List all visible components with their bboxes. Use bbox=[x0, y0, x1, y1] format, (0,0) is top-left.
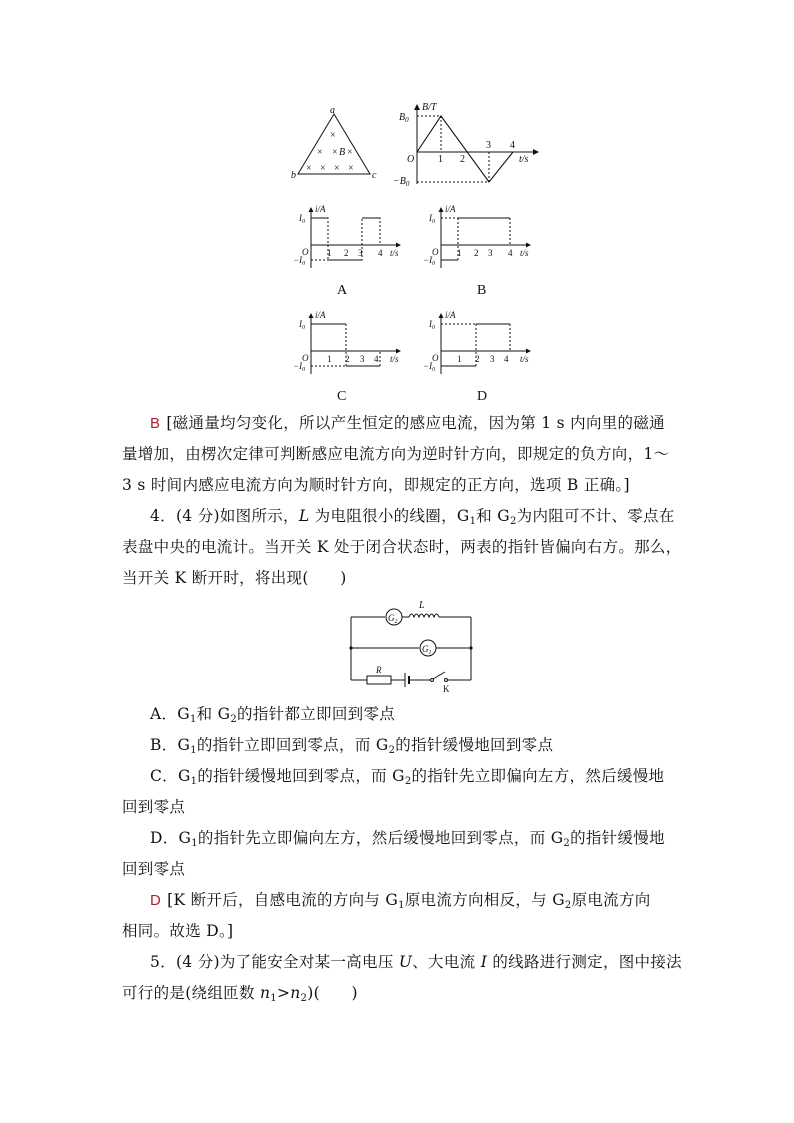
answer-text: 量增加，由楞次定律可判断感应电流方向为逆时针方向，即规定的负方向，1～ bbox=[122, 445, 670, 463]
answer-3 bbox=[122, 408, 678, 501]
option-letter: C bbox=[337, 389, 347, 404]
answer-letter: D bbox=[150, 892, 162, 909]
question-5: 5．(4 分)为了能安全对某一高电压 U、大电流 I 的线路进行测定，图中接法 可行的是(绕组匝数 $n_1>n_2$)( ) bbox=[122, 953, 682, 1004]
cross-mark: × bbox=[332, 147, 338, 158]
tick-label-1: 1 bbox=[327, 354, 332, 364]
tick-label-3: 3 bbox=[358, 248, 363, 258]
option-graph-b-svg bbox=[423, 200, 545, 298]
question-4: 4．(4 分)如图所示，L 为电阻很小的线圈，$G_1$和 $G_2$为内阻可不计、零点在 表盘中央的电流计。当开关 K 处于闭合状态时，两表的指针皆偏向右方。那么， 当开关 K 断开时，将出现( ) bbox=[122, 501, 678, 594]
circuit-diagram bbox=[345, 595, 480, 694]
tick-label-4: 4 bbox=[504, 354, 509, 364]
cross-mark: × bbox=[317, 147, 323, 158]
option-graph-a bbox=[293, 200, 415, 298]
x-axis-arrow bbox=[396, 243, 401, 248]
x-axis-arrow bbox=[526, 243, 531, 248]
b-t-graph bbox=[393, 102, 539, 188]
magnetic-field-crosses bbox=[306, 130, 354, 174]
tick-label-3: 3 bbox=[360, 354, 365, 364]
inductor-coil-icon bbox=[409, 614, 439, 617]
y-axis-label: i/A bbox=[445, 310, 456, 320]
tick-label-3: 3 bbox=[490, 354, 495, 364]
tick-label-4: 4 bbox=[510, 140, 515, 151]
option-graph-d-svg bbox=[423, 306, 545, 404]
answer-text: [磁通量均匀变化，所以产生恒定的感应电流，因为第 1 s 内向里的磁通 bbox=[166, 414, 665, 432]
origin-label: O bbox=[302, 247, 309, 257]
g1-label: $G_1$ bbox=[422, 644, 432, 656]
y-axis-label: i/A bbox=[445, 204, 456, 214]
tick-label-1: 1 bbox=[438, 154, 443, 165]
answer-text: 3 s 时间内感应电流方向为顺时针方向，即规定的正方向，选项 B 正确。] bbox=[122, 476, 630, 494]
tick-label-2: 2 bbox=[345, 354, 350, 364]
tick-label-2: 2 bbox=[474, 248, 479, 258]
cross-mark: × bbox=[306, 163, 312, 174]
option-graph-d bbox=[423, 306, 545, 404]
y-axis-label: i/A bbox=[315, 204, 326, 214]
y-axis-arrow bbox=[309, 313, 314, 318]
tick-label-1: 1 bbox=[457, 248, 462, 258]
origin-label: O bbox=[407, 154, 415, 165]
neg-i0-label: $-I_0$ bbox=[293, 361, 306, 373]
option-c: C．$G_1$的指针缓慢地回到零点，而 $G_2$的指针先立即偏向左方，然后缓慢地 bbox=[150, 767, 665, 787]
neg-b0-label: $-B_0$ bbox=[393, 176, 410, 188]
question-text: 表盘中央的电流计。当开关 K 处于闭合状态时，两表的指针皆偏向右方。那么， bbox=[122, 538, 682, 556]
option-c-continued: 回到零点 bbox=[122, 798, 186, 816]
option-graph-a-svg bbox=[293, 200, 415, 298]
option-graph-c bbox=[293, 306, 415, 404]
option-letter: D bbox=[477, 389, 488, 404]
junction-dot bbox=[349, 646, 352, 649]
switch-terminal bbox=[445, 679, 448, 682]
triangle-label-a: a bbox=[330, 105, 335, 116]
triangle-label-b: b bbox=[291, 170, 296, 181]
answer-text: 相同。故选 D。] bbox=[122, 922, 234, 940]
tick-label-3: 3 bbox=[486, 140, 491, 151]
top-figure bbox=[290, 104, 540, 194]
tick-label-2: 2 bbox=[344, 248, 349, 258]
cross-mark: × bbox=[330, 130, 336, 141]
i0-label: $I_0$ bbox=[299, 213, 305, 225]
inductor-label: L bbox=[419, 600, 425, 611]
cross-mark: × bbox=[348, 163, 354, 174]
i0-label: $I_0$ bbox=[429, 213, 435, 225]
option-a: A．$G_1$和 $G_2$的指针都立即回到零点 bbox=[150, 705, 396, 725]
origin-label: O bbox=[302, 353, 309, 363]
neg-i0-label: $-I_0$ bbox=[293, 255, 306, 267]
field-label-B: B bbox=[339, 147, 346, 158]
y-axis-arrow bbox=[439, 207, 444, 212]
x-axis-label: t/s bbox=[520, 354, 529, 364]
option-d: D．$G_1$的指针先立即偏向左方，然后缓慢地回到零点，而 $G_2$的指针缓慢地 bbox=[150, 829, 665, 849]
b-curve bbox=[417, 116, 513, 182]
cross-mark: × bbox=[347, 147, 353, 158]
x-axis-arrow bbox=[533, 149, 539, 155]
tick-label-4: 4 bbox=[374, 354, 379, 364]
b0-label: $B_0$ bbox=[399, 112, 409, 124]
cross-mark: × bbox=[320, 163, 326, 174]
y-axis-label: i/A bbox=[315, 310, 326, 320]
y-axis-arrow bbox=[309, 207, 314, 212]
neg-i0-label: $-I_0$ bbox=[423, 361, 436, 373]
switch-k-icon bbox=[433, 672, 445, 679]
circuit-svg bbox=[345, 595, 480, 694]
resistor-label: R bbox=[376, 665, 382, 675]
x-axis-label: t/s bbox=[390, 354, 399, 364]
tick-label-1: 1 bbox=[457, 354, 462, 364]
origin-label: O bbox=[432, 247, 439, 257]
option-graph-b bbox=[423, 200, 545, 298]
x-axis-label: t/s bbox=[390, 248, 399, 258]
tick-label-4: 4 bbox=[378, 248, 383, 258]
x-axis-label: t/s bbox=[519, 154, 529, 165]
question-4-options bbox=[122, 699, 678, 885]
top-figure-svg bbox=[290, 104, 540, 194]
neg-i0-label: $-I_0$ bbox=[423, 255, 436, 267]
resistor-icon bbox=[367, 676, 391, 684]
tick-label-4: 4 bbox=[508, 248, 513, 258]
y-axis-label: B/T bbox=[422, 102, 437, 113]
option-d-continued: 回到零点 bbox=[122, 860, 186, 878]
triangle-label-c: c bbox=[372, 170, 377, 181]
option-letter: A bbox=[337, 283, 348, 298]
junction-dot bbox=[469, 646, 472, 649]
x-axis-arrow bbox=[526, 349, 531, 354]
answer-4: D [K 断开后，自感电流的方向与 $G_1$原电流方向相反，与 $G_2$原电流方向 相同。故选 D。] bbox=[122, 885, 678, 947]
option-graph-c-svg bbox=[293, 306, 415, 404]
i0-label: $I_0$ bbox=[299, 319, 305, 331]
tick-label-2: 2 bbox=[460, 154, 465, 165]
x-axis-label: t/s bbox=[520, 248, 529, 258]
option-letter: B bbox=[477, 283, 487, 298]
x-axis-arrow bbox=[396, 349, 401, 354]
g2-label: $G_2$ bbox=[388, 613, 398, 625]
y-axis-arrow bbox=[439, 313, 444, 318]
tick-label-2: 2 bbox=[475, 354, 480, 364]
switch-label: K bbox=[443, 684, 450, 694]
tick-label-3: 3 bbox=[488, 248, 493, 258]
tick-label-1: 1 bbox=[327, 248, 332, 258]
i0-label: $I_0$ bbox=[429, 319, 435, 331]
origin-label: O bbox=[432, 353, 439, 363]
question-text: 当开关 K 断开时，将出现( ) bbox=[122, 569, 347, 587]
answer-letter: B bbox=[150, 415, 161, 432]
option-b: B．$G_1$的指针立即回到零点，而 $G_2$的指针缓慢地回到零点 bbox=[150, 736, 554, 756]
cross-mark: × bbox=[334, 163, 340, 174]
y-axis-arrow bbox=[414, 104, 420, 110]
